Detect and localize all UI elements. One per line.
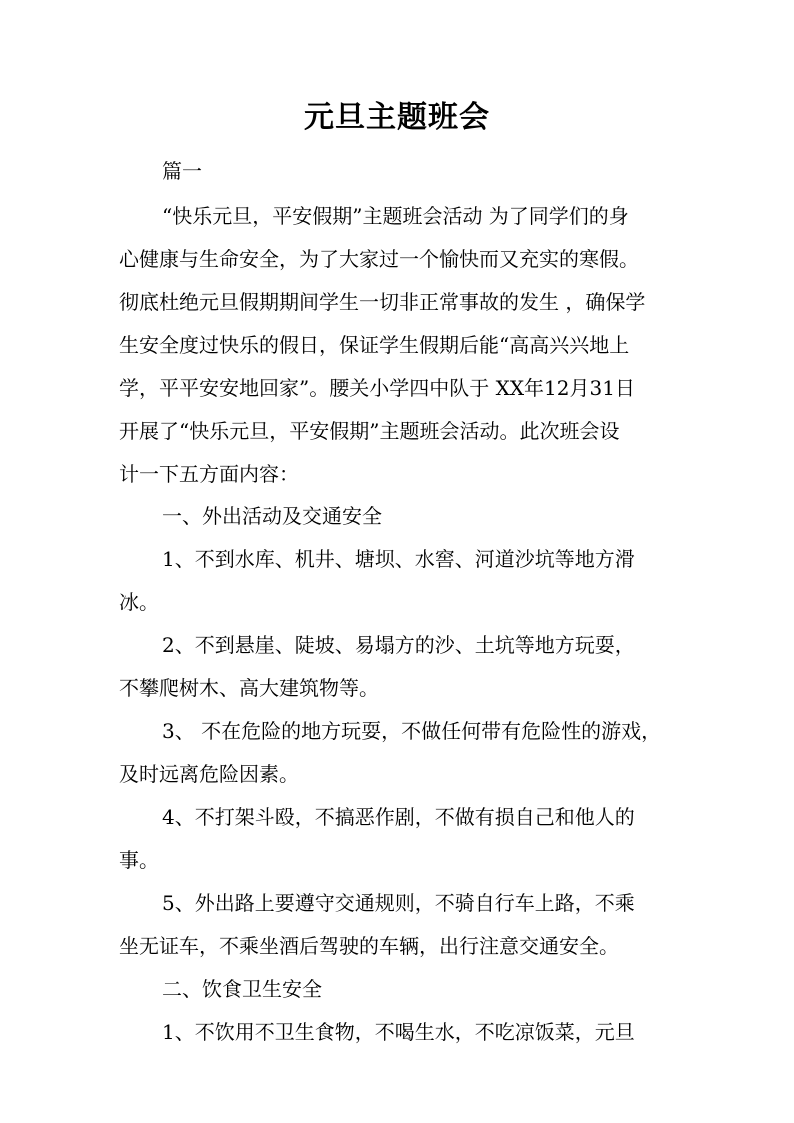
paragraph-line: 开展了“快乐元旦，平安假期”主题班会活动。此次班会设 [119,419,620,443]
list-item-line: 不攀爬树木、高大建筑物等。 [119,676,379,700]
section-heading-travel-safety: 一、外出活动及交通安全 [162,504,382,528]
paragraph-line: 心健康与生命安全，为了大家过一个愉快而又充实的寒假。 [119,247,639,271]
list-item-line: 5、外出路上要遵守交通规则，不骑自行车上路，不乘 [162,891,635,915]
list-item-line: 3、 不在危险的地方玩耍，不做任何带有危险性的游戏， [162,719,662,743]
heading-part-one: 篇一 [162,159,202,183]
list-item-line: 及时远离危险因素。 [119,762,299,786]
list-item-line: 事。 [119,848,159,872]
list-item-line: 1、不饮用不卫生食物，不喝生水，不吃凉饭菜，元旦 [162,1020,635,1044]
list-item-line: 2、不到悬崖、陡坡、易塌方的沙、土坑等地方玩耍， [162,633,635,657]
paragraph-line: 学，平平安安地回家”。腰关小学四中队于 XX年12月31日 [119,376,635,400]
list-item-line: 坐无证车，不乘坐酒后驾驶的车辆，出行注意交通安全。 [119,934,619,958]
section-heading-food-safety: 二、饮食卫生安全 [162,977,322,1001]
list-item-line: 1、不到水库、机井、塘坝、水窖、河道沙坑等地方滑 [162,547,635,571]
document-title: 元旦主题班会 [304,100,490,135]
list-item-line: 冰。 [119,590,159,614]
paragraph-line: 计一下五方面内容： [119,462,299,486]
paragraph-line: “快乐元旦，平安假期”主题班会活动 为了同学们的身 [162,204,629,228]
paragraph-line: 彻底杜绝元旦假期期间学生一切非正常事故的发生 ，确保学 [119,290,646,314]
paragraph-line: 生安全度过快乐的假日，保证学生假期后能“高高兴兴地上 [119,333,630,357]
list-item-line: 4、不打架斗殴，不搞恶作剧，不做有损自己和他人的 [162,805,635,829]
